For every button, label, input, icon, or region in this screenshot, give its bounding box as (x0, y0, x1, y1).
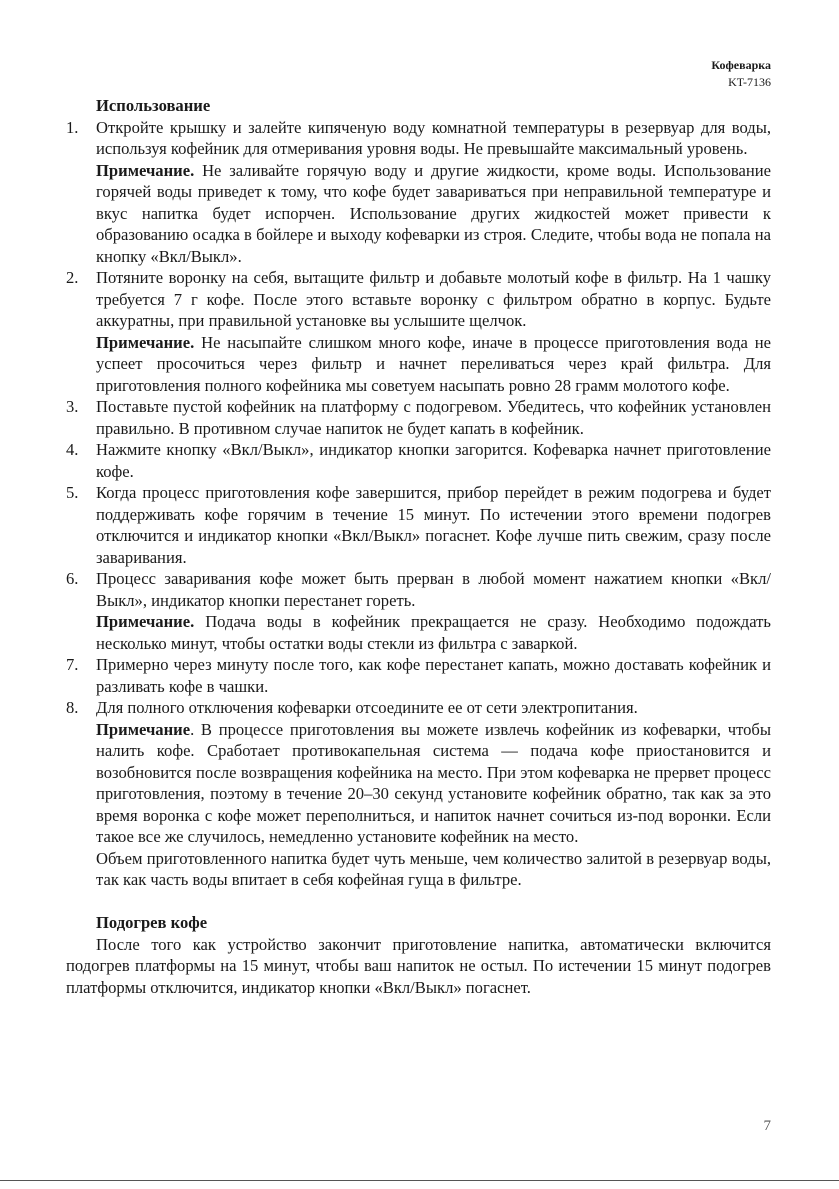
note-text: . В процессе приготовления вы можете извлечь кофейник из кофеварки, чтобы налить кофе. Сработает противокапельная система — подача кофе приостановится и возобновится после возвращения кофейника на место. При этом кофеварка не прервет процесс приготовления, поэтому в течение 20–30 секунд установите кофейник обратно, так как за это время воронка с кофе может переполниться, и напиток начнет сочиться из-под воронки. Если такое все же случилось, немедленно установите кофейник на место. (96, 719, 771, 846)
step-text: Откройте крышку и залейте кипяченую воду комнатной температуры в резервуар для воды, используя кофейник для отмеривания уровня воды. Не превышайте максимальный уровень. (96, 117, 771, 158)
step-number: 4. (66, 440, 79, 459)
step-text: Нажмите кнопку «Вкл/Выкл», индикатор кнопки загорится. Кофеварка начнет приготовление кофе. (96, 440, 771, 481)
list-item (66, 439, 771, 482)
list-item (66, 568, 771, 654)
note-label: Примечание. (96, 612, 195, 631)
list-item (66, 482, 771, 568)
list-item (66, 267, 771, 396)
note-text: Не заливайте горячую воду и другие жидкости, кроме воды. Использование горячей воды приведет к тому, что кофе будет завариваться при неправильной температуре и вкус напитка будет испорчен. Использование других жидкостей может привести к образованию осадка в бойлере и выходу кофеварки из строя. Следите, чтобы вода не попала на кнопку «Вкл/Выкл». (96, 160, 771, 266)
step-number: 3. (66, 397, 79, 416)
step-text: Когда процесс приготовления кофе завершится, прибор перейдет в режим подогрева и будет поддерживать кофе горячим в течение 15 минут. По истечении этого времени подогрев отключится и индикатор кнопки «Вкл/Выкл» погаснет. Кофе лучше пить свежим, сразу после заваривания. (96, 483, 771, 567)
step-text: Потяните воронку на себя, вытащите фильтр и добавьте молотый кофе в фильтр. На 1 чашку требуется 7 г кофе. После этого вставьте воронку с фильтром обратно в корпус. Будьте аккуратны, при правильной установке вы услышите щелчок. (96, 268, 771, 330)
step-note (96, 160, 771, 268)
step-note (96, 719, 771, 848)
section-title-heating: Подогрев кофе (96, 913, 208, 932)
header-model: KT-7136 (728, 75, 771, 89)
header-brand: Кофеварка (711, 58, 771, 72)
step-number: 8. (66, 698, 79, 717)
page-header (711, 57, 771, 91)
step-note (96, 332, 771, 397)
step-number: 2. (66, 268, 79, 287)
page-number: 7 (763, 1118, 771, 1134)
step-note (96, 611, 771, 654)
section-title-usage: Использование (96, 96, 211, 115)
note-text: Не насыпайте слишком много кофе, иначе в процессе приготовления вода не успеет просочиться через фильтр и начнет переливаться через край фильтра. Для приготовления полного кофейника мы советуем насыпать ровно 28 грамм молотого кофе. (96, 332, 771, 395)
note-text: Подача воды в кофейник прекращается не сразу. Необходимо подождать несколько минут, чтобы остатки воды стекли из фильтра с заваркой. (96, 612, 771, 653)
note-label: Примечание. (96, 332, 195, 352)
step-number: 7. (66, 655, 79, 674)
note-label: Примечание. (96, 160, 195, 180)
step-number: 6. (66, 569, 79, 588)
step-text: Для полного отключения кофеварки отсоедините ее от сети электропитания. (96, 698, 638, 717)
step-text: Примерно через минуту после того, как кофе перестанет капать, можно доставать кофейник и разливать кофе в чашки. (96, 655, 771, 696)
section-heating (66, 912, 771, 998)
step-extra-text: Объем приготовленного напитка будет чуть меньше, чем количество залитой в резервуар воды, так как часть воды впитает в себя кофейная гуща в фильтре. (96, 848, 771, 889)
step-text: Поставьте пустой кофейник на платформу с подогревом. Убедитесь, что кофейник установлен правильно. В противном случае напиток не будет капать в кофейник. (96, 397, 771, 438)
note-label: Примечание (96, 719, 191, 739)
list-item (66, 117, 771, 268)
list-item (66, 654, 771, 697)
step-number: 5. (66, 483, 79, 502)
page-content (66, 95, 771, 998)
step-text: Процесс заваривания кофе может быть прерван в любой момент нажатием кнопки «Вкл/Выкл», индикатор кнопки перестанет гореть. (96, 569, 771, 610)
usage-steps-list (66, 117, 771, 891)
heating-paragraph: После того как устройство закончит приготовление напитка, автоматически включится подогрев платформы на 15 минут, чтобы ваш напиток не остыл. По истечении 15 минут подогрев платформы отключится, индикатор кнопки «Вкл/Выкл» погаснет. (66, 934, 771, 997)
list-item (66, 697, 771, 891)
step-number: 1. (66, 117, 79, 137)
list-item (66, 396, 771, 439)
bottom-divider (0, 1180, 839, 1181)
